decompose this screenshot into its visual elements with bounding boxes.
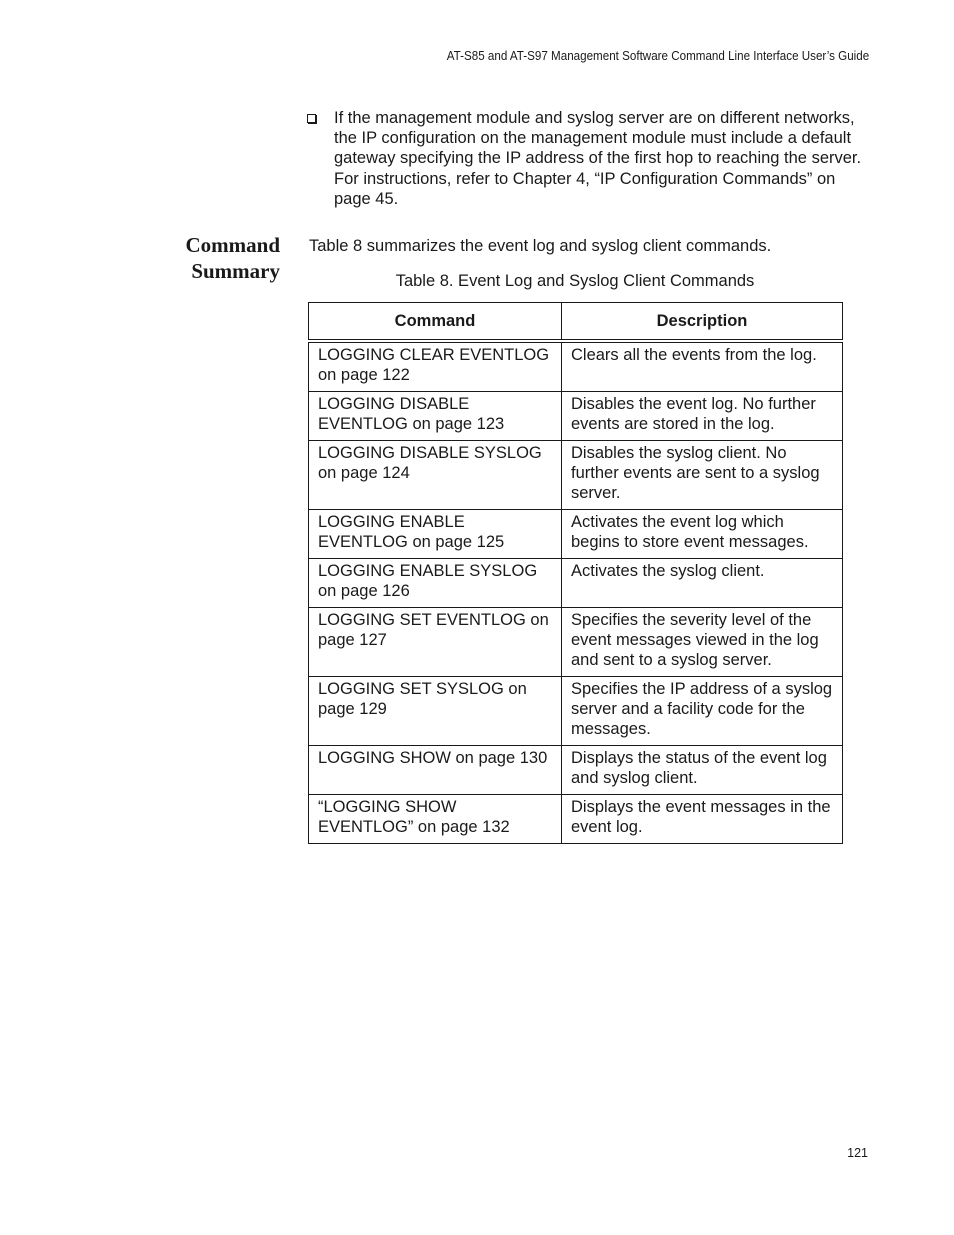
- command-cell: LOGGING DISABLE SYSLOG on page 124: [309, 441, 562, 510]
- command-cell: LOGGING CLEAR EVENTLOG on page 122: [309, 341, 562, 392]
- running-header: AT-S85 and AT-S97 Management Software Command Line Interface User’s Guide: [446, 49, 869, 63]
- command-cell: LOGGING ENABLE SYSLOG on page 126: [309, 559, 562, 608]
- checkbox-bullet-icon: [307, 114, 316, 123]
- bullet-text: If the management module and syslog server are on different networks, the IP configuration on the management module must include a default gateway specifying the IP address of the first hop to reaching the server. For instructions, refer to Chapter 4, “IP Configuration Commands” on page 45.: [334, 109, 862, 208]
- table-row: [309, 392, 843, 441]
- table-row: [309, 441, 843, 510]
- table-row: [309, 746, 843, 795]
- description-cell: Specifies the IP address of a syslog server and a facility code for the messages.: [562, 677, 843, 746]
- column-header-command: Command: [309, 303, 562, 342]
- description-cell: Specifies the severity level of the event messages viewed in the log and sent to a syslog server.: [562, 608, 843, 677]
- section-heading: [150, 232, 280, 284]
- bullet-item: [307, 108, 867, 209]
- table-row: [309, 677, 843, 746]
- description-cell: Disables the syslog client. No further events are sent to a syslog server.: [562, 441, 843, 510]
- command-cell: LOGGING SHOW on page 130: [309, 746, 562, 795]
- table-row: [309, 795, 843, 844]
- command-cell: LOGGING DISABLE EVENTLOG on page 123: [309, 392, 562, 441]
- table-row: [309, 608, 843, 677]
- command-cell: LOGGING SET EVENTLOG on page 127: [309, 608, 562, 677]
- table-row: [309, 341, 843, 392]
- table-caption: Table 8. Event Log and Syslog Client Commands: [395, 272, 755, 290]
- table-row: [309, 559, 843, 608]
- commands-table: [308, 302, 843, 844]
- column-header-description: Description: [562, 303, 843, 342]
- page-number: 121: [847, 1146, 868, 1160]
- intro-paragraph: Table 8 summarizes the event log and syslog client commands.: [309, 237, 772, 255]
- description-cell: Activates the event log which begins to store event messages.: [562, 510, 843, 559]
- command-cell: “LOGGING SHOW EVENTLOG” on page 132: [309, 795, 562, 844]
- description-cell: Activates the syslog client.: [562, 559, 843, 608]
- table-row: [309, 510, 843, 559]
- description-cell: Disables the event log. No further events are stored in the log.: [562, 392, 843, 441]
- section-heading-line-1: Command: [185, 233, 280, 257]
- description-cell: Displays the event messages in the event log.: [562, 795, 843, 844]
- description-cell: Displays the status of the event log and syslog client.: [562, 746, 843, 795]
- table-header-row: [309, 303, 843, 342]
- command-cell: LOGGING ENABLE EVENTLOG on page 125: [309, 510, 562, 559]
- description-cell: Clears all the events from the log.: [562, 341, 843, 392]
- command-cell: LOGGING SET SYSLOG on page 129: [309, 677, 562, 746]
- section-heading-line-2: Summary: [191, 259, 280, 283]
